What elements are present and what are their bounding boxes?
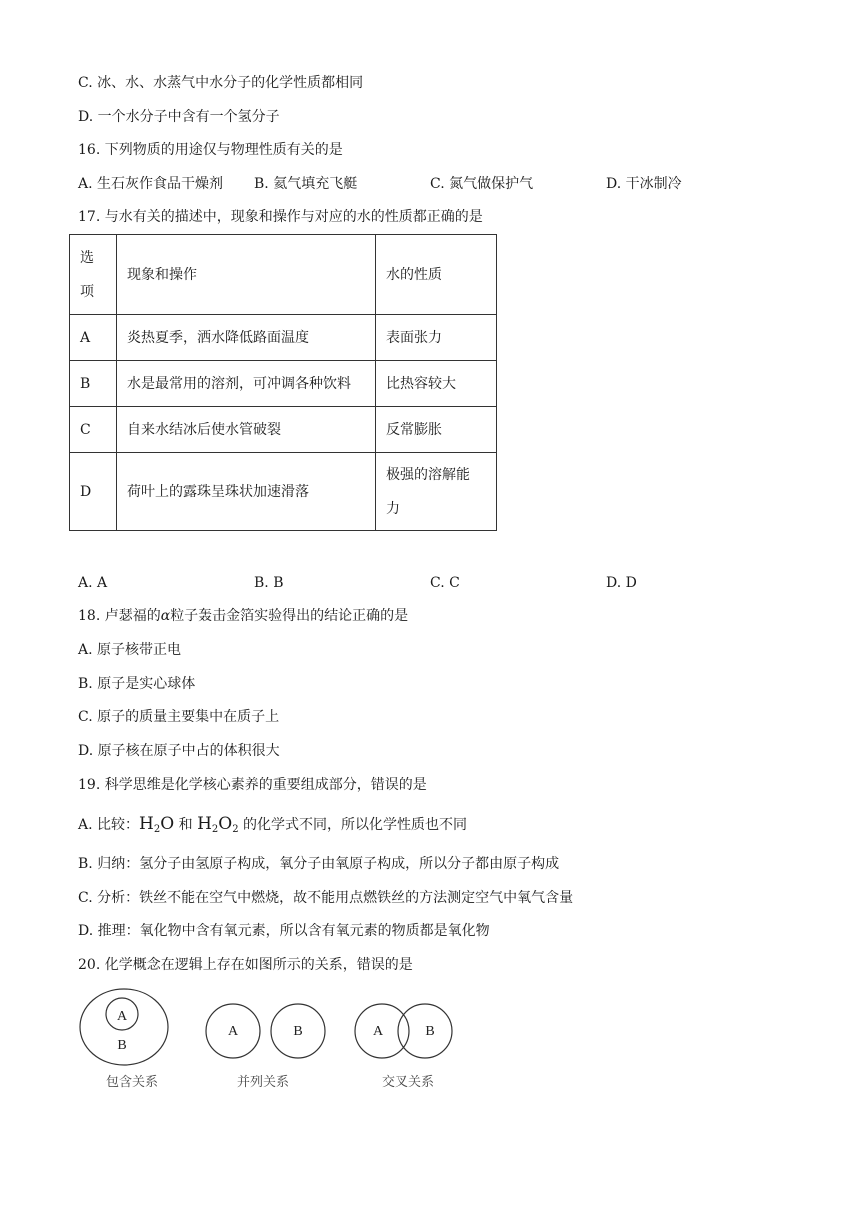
inclusion-label-b: B [117,1038,127,1053]
question-18 [78,606,408,626]
header-option [70,235,117,315]
table-row [70,361,497,407]
row-option: C [70,407,117,453]
row-option: B [70,361,117,407]
q16-option-b: B. 氦气填充飞艇 [254,176,358,192]
q17-table [69,234,497,531]
row-property: 反常膨胀 [376,407,497,453]
formula-h2o: $H_2O$ [139,814,175,835]
caption-parallel: 并列关系 [236,1075,290,1090]
q18-option-a: A. 原子核带正电 [78,642,182,658]
q17-option-a: A. A [78,575,108,591]
formula-h2o2: $H_2O_2$ [197,814,239,835]
q19a-and: 和 [174,817,198,833]
q19-option-d: D. 推理：氧化物中含有氧元素，所以含有氧元素的物质都是氧化物 [78,923,490,939]
parallel-label-b: B [293,1024,303,1039]
option-c-prev: C. 冰、水、水蒸气中水分子的化学性质都相同 [78,75,364,91]
question-19: 19. 科学思维是化学核心素养的重要组成部分，错误的是 [78,777,427,793]
q18-text-pre: 18. 卢瑟福的 [78,608,161,624]
q19-option-c: C. 分析：铁丝不能在空气中燃烧，故不能用点燃铁丝的方法测定空气中氧气含量 [78,890,574,906]
q16-option-c: C. 氮气做保护气 [430,176,534,192]
q16-option-d: D. 干冰制冷 [606,176,682,192]
intersect-label-a: A [372,1024,384,1039]
inclusion-label-a: A [116,1009,128,1024]
q18-option-b: B. 原子是实心球体 [78,676,196,692]
header-property: 水的性质 [376,235,497,315]
option-d-prev: D. 一个水分子中含有一个氢分子 [78,109,280,125]
table-row [70,315,497,361]
q19a-prefix: A. 比较： [78,817,140,833]
table-header-row [70,235,497,315]
row-property: 比热容较大 [376,361,497,407]
row-operation: 水是最常用的溶剂，可冲调各种饮料 [117,361,376,407]
caption-intersection: 交叉关系 [381,1075,435,1090]
q17-option-c: C. C [430,575,460,591]
row-option: D [70,453,117,531]
question-20: 20. 化学概念在逻辑上存在如图所示的关系，错误的是 [78,957,413,973]
inclusion-outer-circle [80,989,168,1065]
q17-option-b: B. B [254,575,284,591]
header-option-line1: 选 [80,249,94,266]
row-operation: 炎热夏季，洒水降低路面温度 [117,315,376,361]
q19a-suffix: 的化学式不同，所以化学性质也不同 [238,817,468,833]
table-row [70,407,497,453]
row-property [376,453,497,531]
q19-option-b: B. 归纳：氢分子由氢原子构成，氧分子由氧原子构成，所以分子都由原子构成 [78,856,560,872]
row-operation: 荷叶上的露珠呈珠状加速滑落 [117,453,376,531]
row-operation: 自来水结冰后使水管破裂 [117,407,376,453]
q17-option-d: D. D [606,575,637,591]
q18-option-c: C. 原子的质量主要集中在质子上 [78,709,280,725]
row-property: 表面张力 [376,315,497,361]
row-property-line2: 力 [386,500,400,517]
table-row [70,453,497,531]
header-option-line2: 项 [80,283,94,300]
row-property-line1: 极强的溶解能 [386,466,470,483]
alpha-symbol: α [160,608,171,624]
header-operation: 现象和操作 [117,235,376,315]
question-17: 17. 与水有关的描述中，现象和操作与对应的水的性质都正确的是 [78,209,483,225]
q18-text-post: 粒子轰击金箔实验得出的结论正确的是 [170,608,409,624]
question-16: 16. 下列物质的用途仅与物理性质有关的是 [78,142,343,158]
q16-option-a: A. 生石灰作食品干燥剂 [78,176,224,192]
row-option: A [70,315,117,361]
caption-inclusion: 包含关系 [105,1075,159,1090]
relationship-diagram [70,982,470,1098]
parallel-label-a: A [227,1024,239,1039]
intersect-label-b: B [425,1024,435,1039]
q19-option-a [78,814,467,840]
q18-option-d: D. 原子核在原子中占的体积很大 [78,743,280,759]
